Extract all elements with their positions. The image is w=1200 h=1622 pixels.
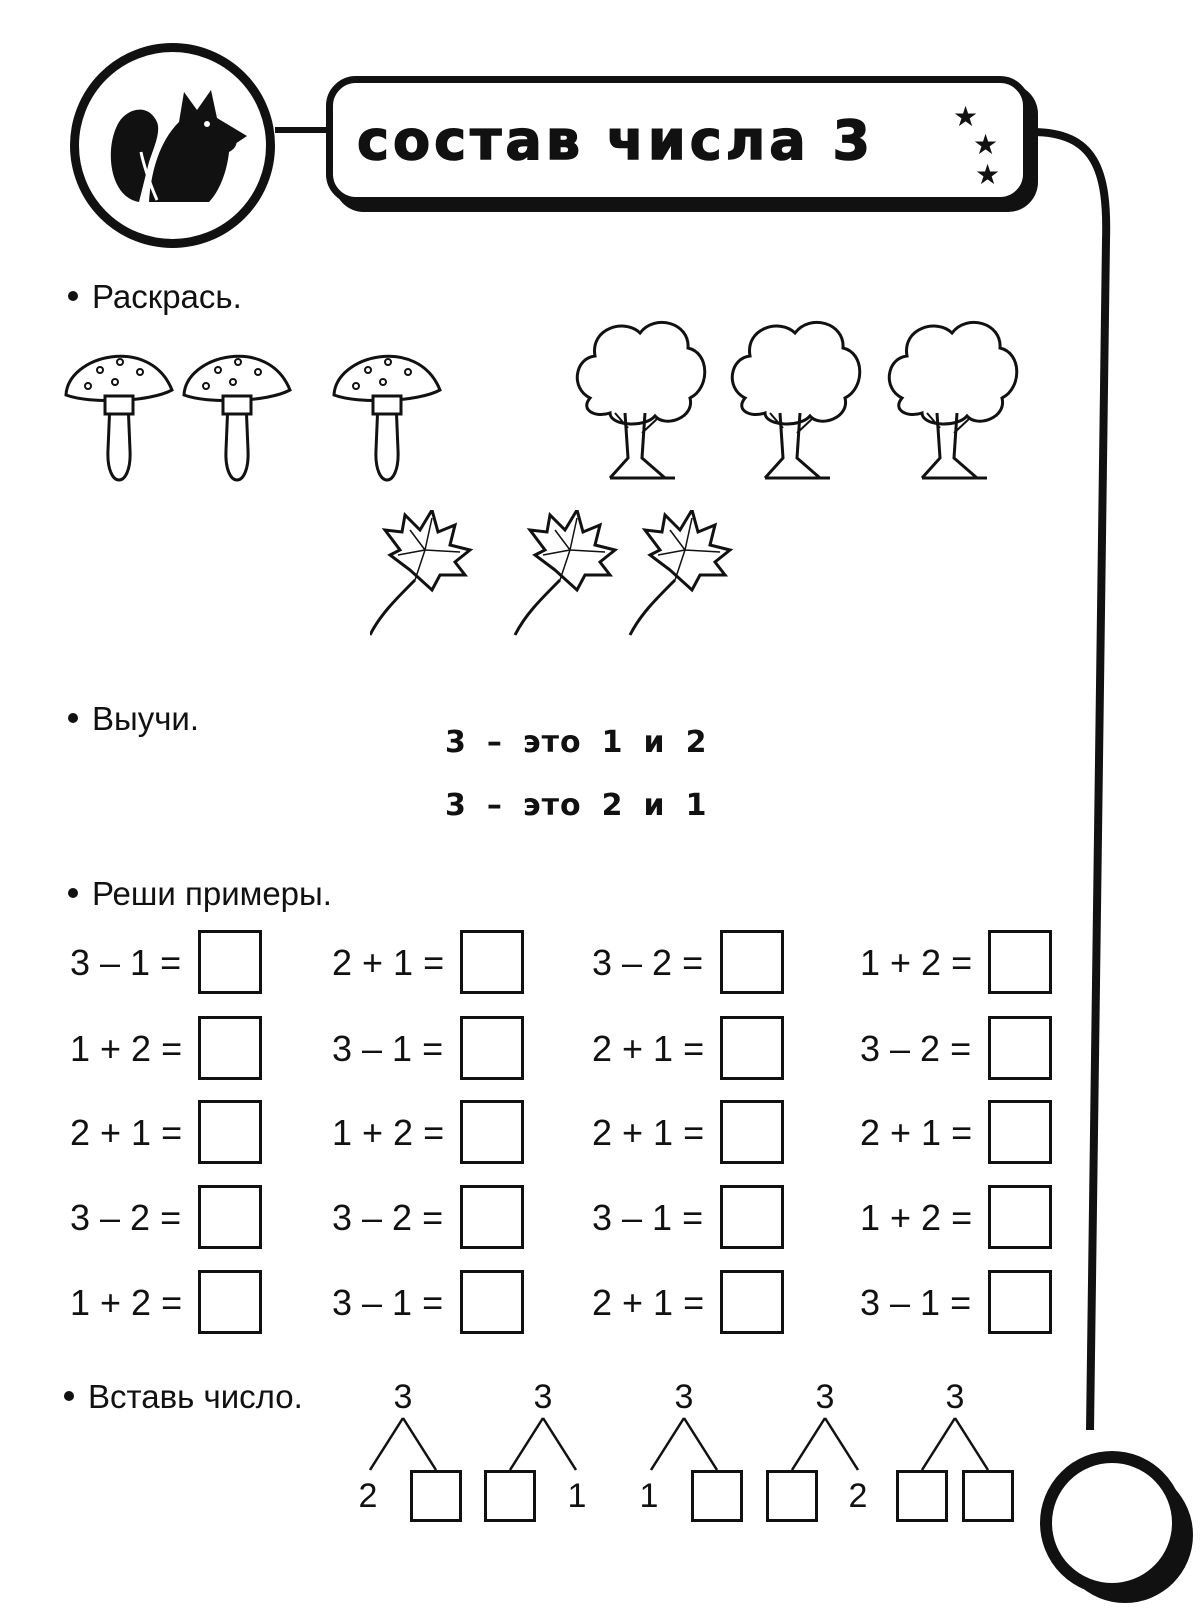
exercise-expression: 3 – 2 = [592, 942, 704, 983]
tree-left-box[interactable] [766, 1470, 818, 1522]
section-color-label: Раскрась. [92, 278, 242, 315]
fact-total: 3 [445, 725, 467, 760]
exercise-expression: 2 + 1 = [860, 1112, 973, 1153]
exercise-expression: 2 + 1 = [592, 1028, 705, 1069]
section-insert-label: Вставь число. [88, 1378, 303, 1415]
fact-word: это [522, 788, 582, 823]
exercise-expression: 2 + 1 = [70, 1112, 183, 1153]
tree-left-number: 1 [639, 1477, 659, 1515]
fact-and: и [643, 725, 666, 760]
fact-and: и [643, 788, 666, 823]
tree-right-box[interactable] [962, 1470, 1014, 1522]
exercise-expression: 3 – 1 = [70, 942, 182, 983]
fact-a: 2 [601, 788, 624, 823]
exercise-expression: 3 – 2 = [860, 1028, 972, 1069]
fact-total: 3 [445, 788, 467, 823]
tree-top-number: 3 [533, 1378, 553, 1416]
exercise-expression: 3 – 1 = [332, 1028, 444, 1069]
exercise-expression: 3 – 1 = [332, 1282, 444, 1323]
exercise-expression: 3 – 1 = [860, 1282, 972, 1323]
fact-dash: – [486, 788, 503, 823]
exercise-expression: 1 + 2 = [860, 942, 973, 983]
exercise-expression: 1 + 2 = [70, 1028, 183, 1069]
exercise-expression: 3 – 2 = [332, 1197, 444, 1238]
fact-a: 1 [601, 725, 624, 760]
tree-left-box[interactable] [484, 1470, 536, 1522]
fact-dash: – [486, 725, 503, 760]
tree-right-box[interactable] [691, 1470, 743, 1522]
exercise-expression: 2 + 1 = [592, 1282, 705, 1323]
tree-right-number: 2 [848, 1477, 868, 1515]
exercise-expression: 1 + 2 = [860, 1197, 973, 1238]
exercise-expression: 1 + 2 = [332, 1112, 445, 1153]
exercise-expression: 2 + 1 = [592, 1112, 705, 1153]
exercise-expression: 2 + 1 = [332, 942, 445, 983]
fact-b: 1 [685, 788, 708, 823]
tree-top-number: 3 [393, 1378, 413, 1416]
exercise-expression: 3 – 1 = [592, 1197, 704, 1238]
page-title: состав числа 3 [357, 109, 875, 172]
tree-top-number: 3 [945, 1378, 965, 1416]
exercise-expression: 3 – 2 = [70, 1197, 182, 1238]
tree-top-number: 3 [674, 1378, 694, 1416]
fact-b: 2 [685, 725, 708, 760]
stars-icon: ★ ★ ★ [953, 101, 1001, 190]
tree-left-number: 2 [358, 1477, 378, 1515]
tree-top-number: 3 [815, 1378, 835, 1416]
section-learn-label: Выучи. [92, 700, 200, 737]
fact-word: это [522, 725, 582, 760]
tree-left-box[interactable] [896, 1470, 948, 1522]
section-solve-label: Реши примеры. [92, 875, 332, 912]
exercise-expression: 1 + 2 = [70, 1282, 183, 1323]
tree-right-number: 1 [567, 1477, 587, 1515]
tree-right-box[interactable] [410, 1470, 462, 1522]
